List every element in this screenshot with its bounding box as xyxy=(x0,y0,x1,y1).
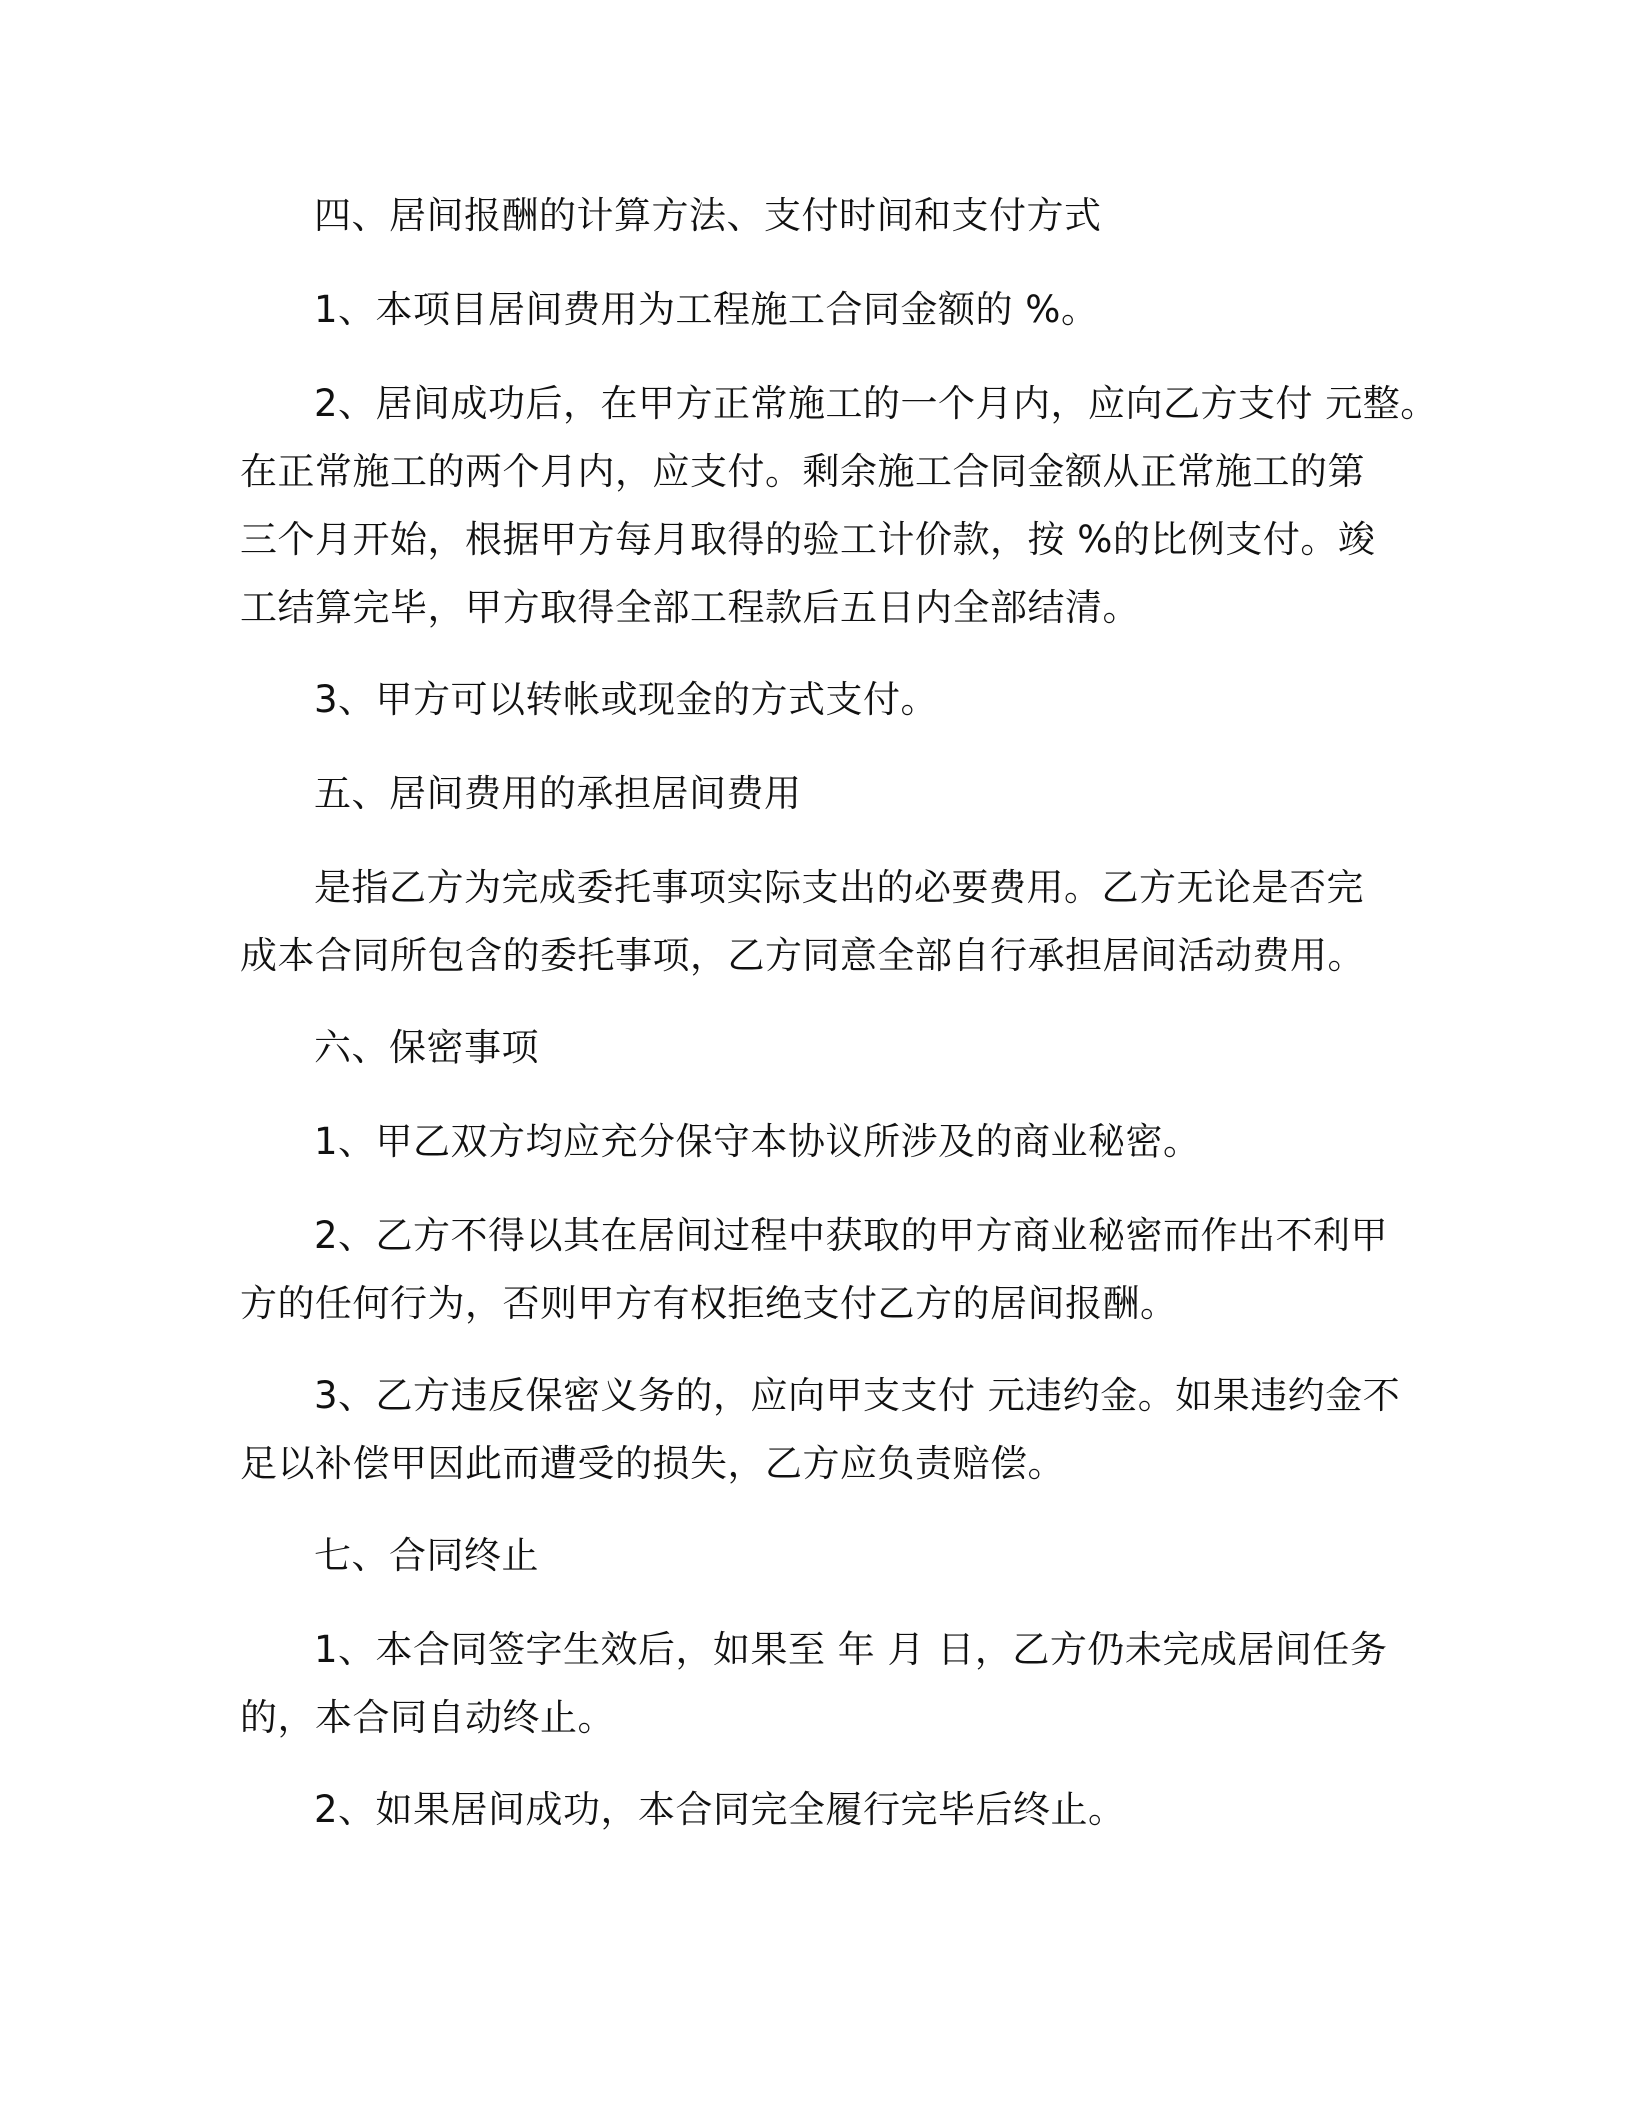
text-line: 成本合同所包含的委托事项，乙方同意全部自行承担居间活动费用。 xyxy=(240,934,1365,977)
text-line: 方的任何行为，否则甲方有权拒绝支付乙方的居间报酬。 xyxy=(240,1282,1178,1325)
text-line: 四、居间报酬的计算方法、支付时间和支付方式 xyxy=(314,194,1102,237)
text-line: 七、合同终止 xyxy=(314,1534,539,1577)
text-line: 2、乙方不得以其在居间过程中获取的甲方商业秘密而作出不利甲 xyxy=(314,1214,1389,1257)
text-line: 在正常施工的两个月内，应支付。剩余施工合同金额从正常施工的第 xyxy=(240,450,1365,493)
text-line: 足以补偿甲因此而遭受的损失，乙方应负责赔偿。 xyxy=(240,1442,1065,1485)
text-line: 2、居间成功后，在甲方正常施工的一个月内，应向乙方支付 元整。 xyxy=(314,382,1438,425)
text-line: 六、保密事项 xyxy=(314,1026,539,1069)
paragraph-4-2 xyxy=(240,370,1438,642)
text-line: 1、本项目居间费用为工程施工合同金额的 %。 xyxy=(314,288,1099,331)
paragraph-7-2 xyxy=(240,1776,1400,1844)
text-line: 3、甲方可以转帐或现金的方式支付。 xyxy=(314,678,939,721)
section-heading-4 xyxy=(240,182,1400,250)
text-line: 是指乙方为完成委托事项实际支出的必要费用。乙方无论是否完 xyxy=(314,866,1364,909)
paragraph-5-1 xyxy=(240,854,1400,990)
paragraph-7-1 xyxy=(240,1616,1400,1752)
paragraph-4-3 xyxy=(240,666,1400,734)
text-line: 1、甲乙双方均应充分保守本协议所涉及的商业秘密。 xyxy=(314,1120,1201,1163)
paragraph-6-1 xyxy=(240,1108,1400,1176)
text-line: 的，本合同自动终止。 xyxy=(240,1696,615,1739)
paragraph-6-3 xyxy=(240,1362,1400,1498)
paragraph-6-2 xyxy=(240,1202,1400,1338)
section-heading-6 xyxy=(240,1014,1400,1082)
text-line: 2、如果居间成功，本合同完全履行完毕后终止。 xyxy=(314,1788,1126,1831)
text-line: 五、居间费用的承担居间费用 xyxy=(314,772,802,815)
text-line: 3、乙方违反保密义务的，应向甲支支付 元违约金。如果违约金不 xyxy=(314,1374,1401,1417)
text-line: 1、本合同签字生效后，如果至 年 月 日，乙方仍未完成居间任务 xyxy=(314,1628,1388,1671)
paragraph-4-1 xyxy=(240,276,1400,344)
section-heading-7 xyxy=(240,1522,1400,1590)
text-line: 工结算完毕，甲方取得全部工程款后五日内全部结清。 xyxy=(240,586,1140,629)
text-line: 三个月开始，根据甲方每月取得的验工计价款，按 %的比例支付。竣 xyxy=(240,518,1376,561)
section-heading-5 xyxy=(240,760,1400,828)
